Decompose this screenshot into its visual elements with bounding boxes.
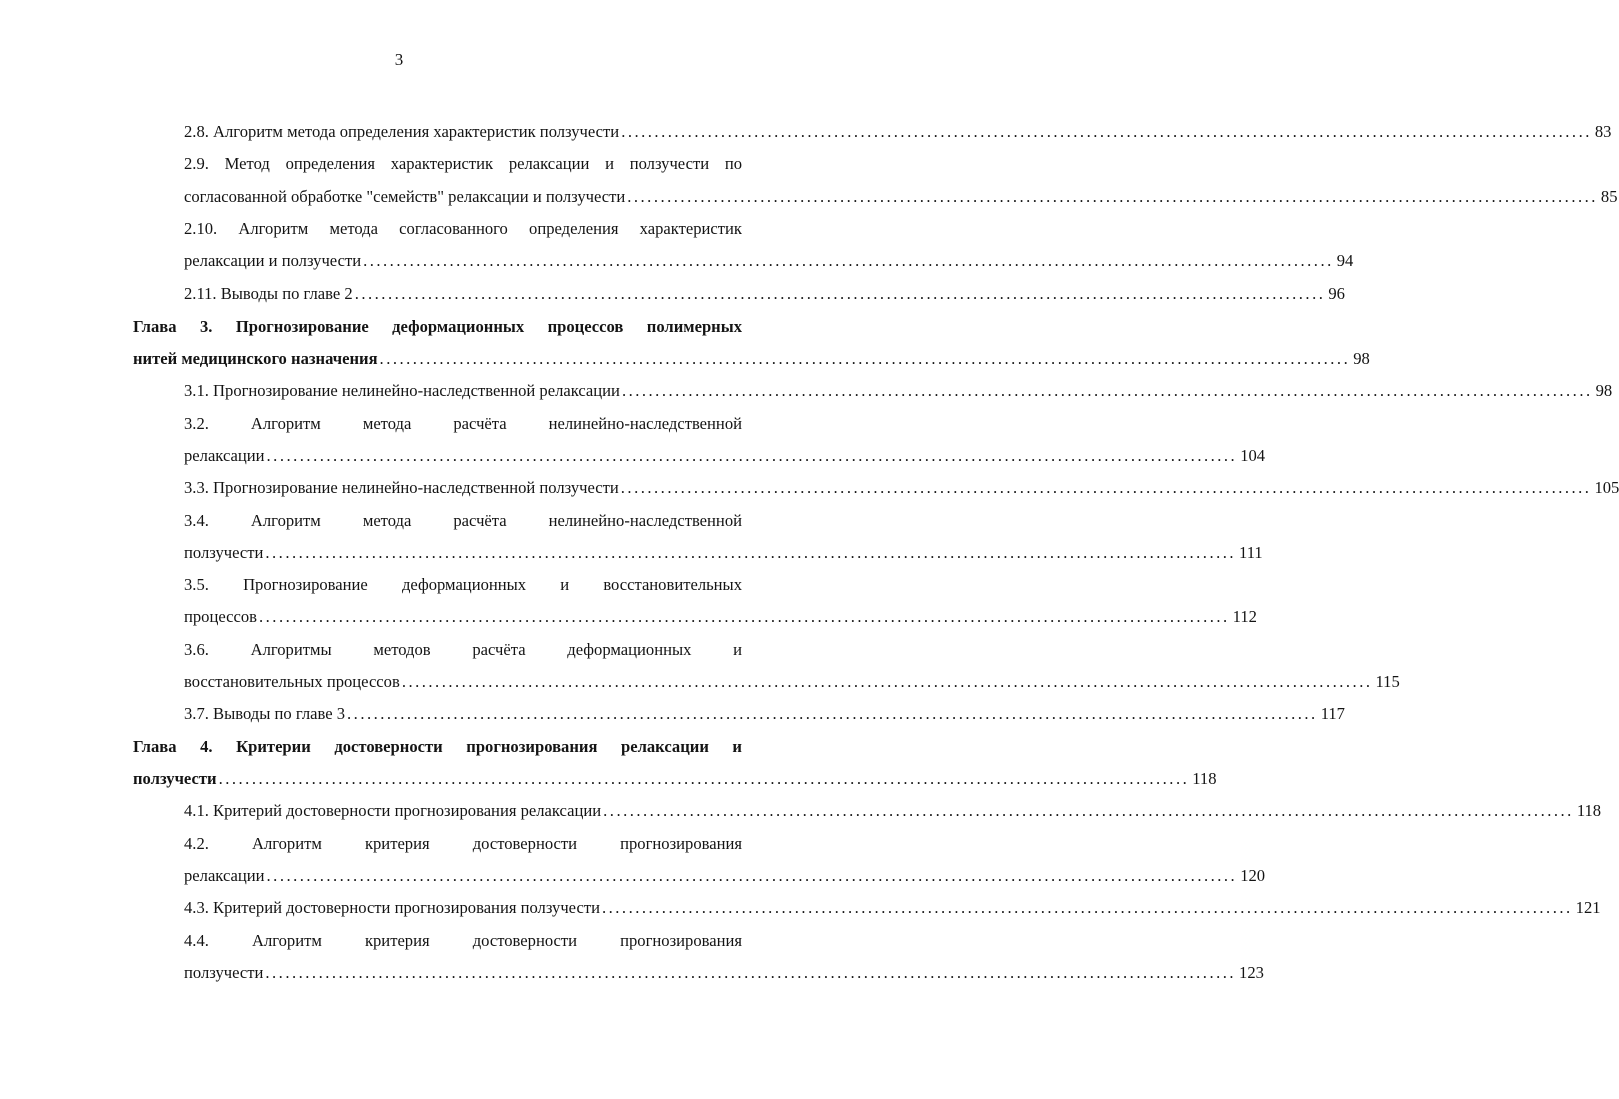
dot-leader: ..................................................................................................................................................	[266, 866, 1238, 885]
dot-leader: ..................................................................................................................................................	[218, 769, 1190, 788]
toc-entry-page: 118	[1192, 769, 1217, 788]
toc-entry-title: процессов	[184, 607, 257, 626]
toc-entry-title: согласованной обработке "семейств" релаксации и ползучести	[184, 187, 626, 206]
toc-entry-4-2	[184, 866, 1266, 886]
toc-entry-2-11	[184, 284, 1345, 304]
toc-entry-3-4-line-1: 3.4. Алгоритм метода расчёта нелинейно-наследственной	[184, 511, 742, 530]
toc-entry-2-10	[184, 251, 1354, 271]
toc-entry-page: 83	[1594, 122, 1612, 141]
toc-entry-2-8	[184, 122, 1612, 142]
toc-entry-page: 105	[1594, 478, 1619, 497]
toc-entry-3-5	[184, 607, 1257, 627]
toc-entry-4-4-line-1: 4.4. Алгоритм критерия достоверности прогнозирования	[184, 931, 742, 950]
toc-entry-page: 112	[1232, 607, 1257, 626]
toc-chapter-4	[133, 769, 1217, 789]
dot-leader: ..................................................................................................................................................	[379, 349, 1351, 368]
toc-entry-4-3	[184, 898, 1601, 918]
toc-entry-3-7	[184, 704, 1345, 724]
dot-leader: ..................................................................................................................................................	[601, 898, 1573, 917]
toc-entry-page: 104	[1240, 446, 1266, 465]
dot-leader: ..................................................................................................................................................	[265, 543, 1237, 562]
toc-entry-title: ползучести	[133, 769, 217, 788]
toc-entry-page: 115	[1375, 672, 1400, 691]
toc-entry-title: 3.3. Прогнозирование нелинейно-наследственной ползучести	[184, 478, 619, 497]
toc-entry-title: релаксации	[184, 866, 265, 885]
toc-entry-page: 120	[1240, 866, 1266, 885]
toc-entry-page: 117	[1320, 704, 1345, 723]
toc-entry-page: 94	[1336, 251, 1354, 270]
toc-entry-3-2	[184, 446, 1266, 466]
toc-entry-2-9-line-1: 2.9. Метод определения характеристик релаксации и ползучести по	[184, 154, 742, 173]
toc-entry-3-4	[184, 543, 1263, 563]
dot-leader: ..................................................................................................................................................	[363, 251, 1334, 270]
toc-entry-3-6-line-1: 3.6. Алгоритмы методов расчёта деформационных и	[184, 640, 742, 659]
toc-entry-2-10-line-1: 2.10. Алгоритм метода согласованного определения характеристик	[184, 219, 742, 238]
toc-entry-page: 121	[1575, 898, 1601, 917]
toc-entry-title: релаксации	[184, 446, 265, 465]
toc-entry-3-3	[184, 478, 1619, 498]
toc-entry-3-5-line-1: 3.5. Прогнозирование деформационных и восстановительных	[184, 575, 742, 594]
toc-entry-4-4	[184, 963, 1264, 983]
dot-leader: ..................................................................................................................................................	[265, 963, 1237, 982]
dot-leader: ..................................................................................................................................................	[354, 284, 1326, 303]
toc-entry-title: нитей медицинского назначения	[133, 349, 378, 368]
dot-leader: ..................................................................................................................................................	[620, 478, 1592, 497]
dot-leader: ..................................................................................................................................................	[266, 446, 1238, 465]
toc-entry-page: 98	[1595, 381, 1613, 400]
toc-entry-page: 118	[1576, 801, 1602, 820]
toc-entry-4-2-line-1: 4.2. Алгоритм критерия достоверности прогнозирования	[184, 834, 742, 853]
dot-leader: ..................................................................................................................................................	[259, 607, 1230, 626]
toc-entry-title: релаксации и ползучести	[184, 251, 362, 270]
toc-entry-title: восстановительных процессов	[184, 672, 400, 691]
toc-entry-page: 123	[1239, 963, 1264, 982]
toc-entry-title: ползучести	[184, 543, 264, 562]
toc-entry-3-6	[184, 672, 1400, 692]
toc-entry-title: 4.1. Критерий достоверности прогнозирования релаксации	[184, 801, 602, 820]
toc-chapter-3	[133, 349, 1370, 369]
dot-leader: ..................................................................................................................................................	[603, 801, 1574, 820]
dot-leader: ..................................................................................................................................................	[401, 672, 1373, 691]
page-number: 3	[394, 50, 404, 69]
dot-leader: ..................................................................................................................................................	[621, 122, 1592, 141]
toc-entry-page: 96	[1328, 284, 1345, 303]
dot-leader: ..................................................................................................................................................	[627, 187, 1598, 206]
toc-entry-4-1	[184, 801, 1602, 821]
toc-entry-title: 4.3. Критерий достоверности прогнозирования ползучести	[184, 898, 600, 917]
toc-entry-title: 3.7. Выводы по главе 3	[184, 704, 346, 723]
toc-chapter-3-line-1: Глава 3. Прогнозирование деформационных процессов полимерных	[133, 317, 742, 336]
toc-chapter-4-line-1: Глава 4. Критерии достоверности прогнозирования релаксации и	[133, 737, 742, 756]
toc-entry-title: 2.11. Выводы по главе 2	[184, 284, 353, 303]
toc-entry-2-9	[184, 187, 1618, 207]
toc-entry-page: 111	[1239, 543, 1263, 562]
dot-leader: ..................................................................................................................................................	[621, 381, 1593, 400]
toc-entry-page: 98	[1353, 349, 1370, 368]
toc-entry-page: 85	[1600, 187, 1618, 206]
toc-entry-title: 2.8. Алгоритм метода определения характеристик ползучести	[184, 122, 620, 141]
toc-entry-title: ползучести	[184, 963, 264, 982]
toc-entry-3-2-line-1: 3.2. Алгоритм метода расчёта нелинейно-наследственной	[184, 414, 742, 433]
dot-leader: ..................................................................................................................................................	[347, 704, 1318, 723]
toc-entry-3-1	[184, 381, 1613, 401]
toc-entry-title: 3.1. Прогнозирование нелинейно-наследственной релаксации	[184, 381, 620, 400]
